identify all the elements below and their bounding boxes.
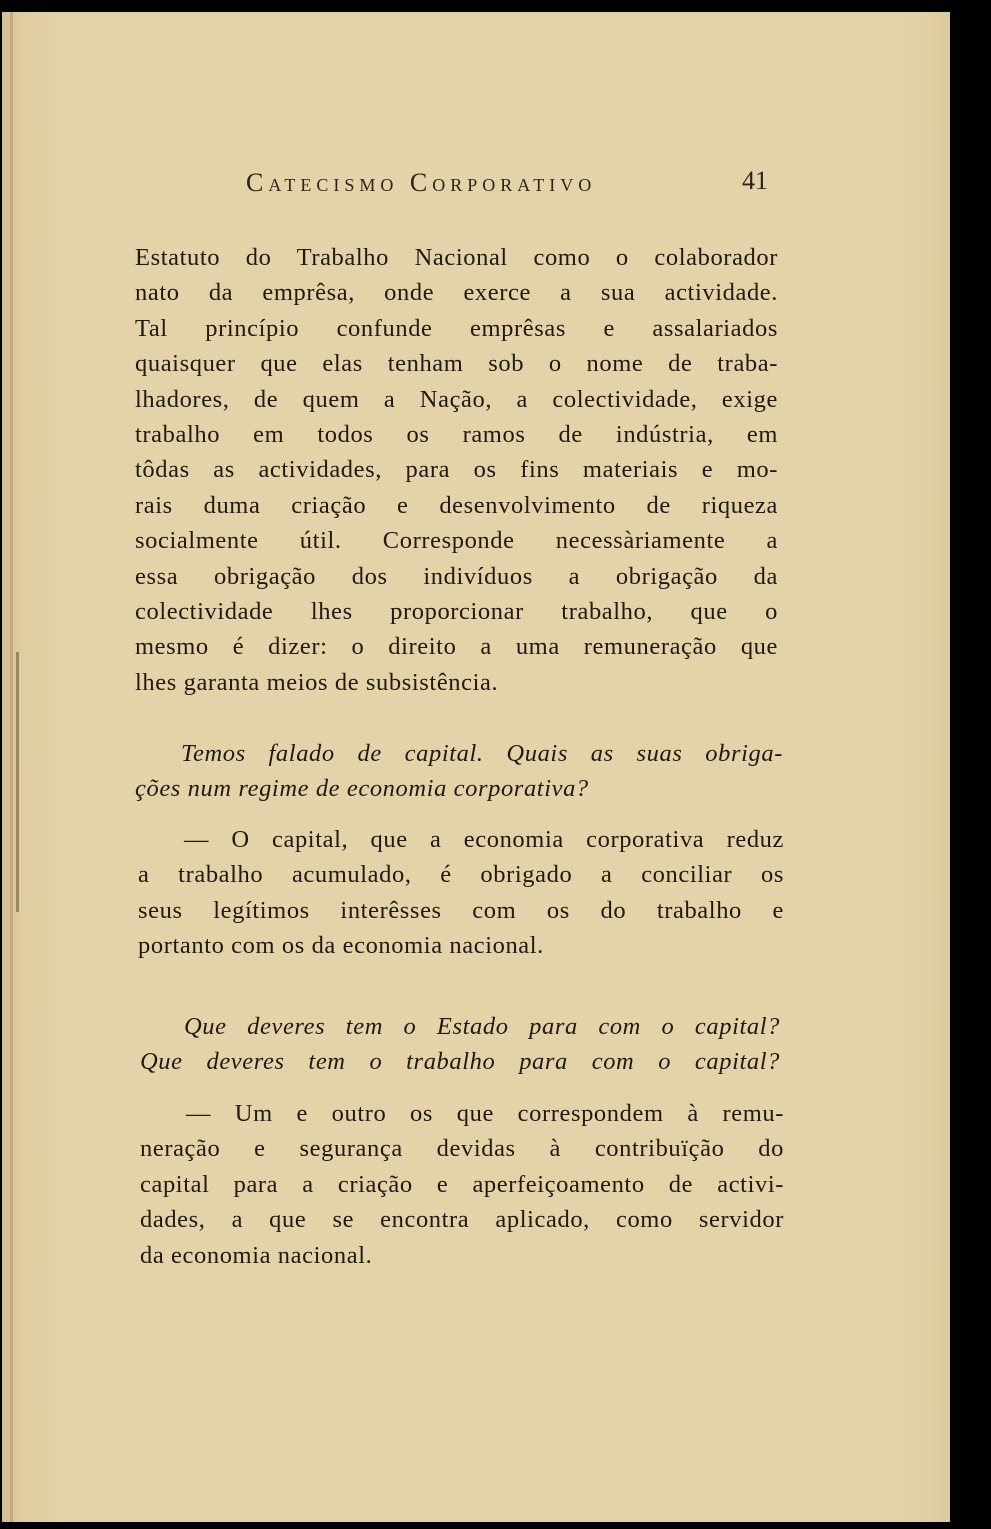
text-line: quaisquer que elas tenham sob o nome de traba-: [135, 350, 778, 378]
page-gutter-shadow: [10, 12, 13, 1522]
question-1: [135, 736, 783, 807]
text-line: nato da emprêsa, onde exerce a sua actividade.: [135, 279, 778, 307]
text-line: rais duma criação e desenvolvimento de riqueza: [135, 491, 778, 519]
text-line: portanto com os da economia nacional.: [138, 932, 544, 960]
text-line: mesmo é dizer: o direito a uma remuneração que: [135, 633, 778, 661]
text-line: seus legítimos interêsses com os do trabalho e: [138, 896, 784, 924]
text-line: tôdas as actividades, para os fins materiais e mo-: [135, 456, 778, 484]
text-line: — O capital, que a economia corporativa reduz: [184, 826, 784, 853]
text-line: a trabalho acumulado, é obrigado a conciliar os: [138, 861, 784, 889]
answer-2: [140, 1096, 784, 1273]
text-line: Temos falado de capital. Quais as suas obriga-: [181, 740, 783, 767]
text-line: Que deveres tem o Estado para com o capital?: [184, 1013, 780, 1040]
text-line: — Um e outro os que correspondem à remu-: [186, 1100, 784, 1127]
book-page: [2, 12, 964, 1522]
text-line: lhes garanta meios de subsistência.: [135, 668, 499, 696]
paragraph-1: [135, 240, 778, 700]
answer-1: [138, 822, 784, 964]
text-line: dades, a que se encontra aplicado, como servidor: [140, 1206, 784, 1234]
text-line: socialmente útil. Corresponde necessàriamente a: [135, 527, 778, 555]
text-line: capital para a criação e aperfeiçoamento de activi-: [140, 1170, 784, 1198]
page-edge-shadow: [950, 12, 964, 1522]
question-2: [140, 1009, 780, 1080]
text-line: da economia nacional.: [140, 1241, 373, 1269]
text-line: Tal princípio confunde emprêsas e assalariados: [135, 314, 778, 342]
text-line: neração e segurança devidas à contribuïção do: [140, 1135, 784, 1163]
text-line: Que deveres tem o trabalho para com o capital?: [140, 1048, 780, 1076]
text-line: colectividade lhes proporcionar trabalho, que o: [135, 597, 778, 625]
running-head: [246, 162, 806, 202]
page-number: 41: [742, 166, 768, 195]
text-line: Estatuto do Trabalho Nacional como o colaborador: [135, 244, 778, 271]
text-line: essa obrigação dos indivíduos a obrigação da: [135, 562, 778, 590]
running-title: Catecismo Corporativo: [246, 168, 597, 197]
text-line: trabalho em todos os ramos de indústria, em: [135, 420, 778, 448]
page-binding-mark: [16, 652, 19, 912]
text-line: lhadores, de quem a Nação, a colectividade, exige: [135, 385, 778, 413]
text-line: ções num regime de economia corporativa?: [135, 775, 589, 803]
